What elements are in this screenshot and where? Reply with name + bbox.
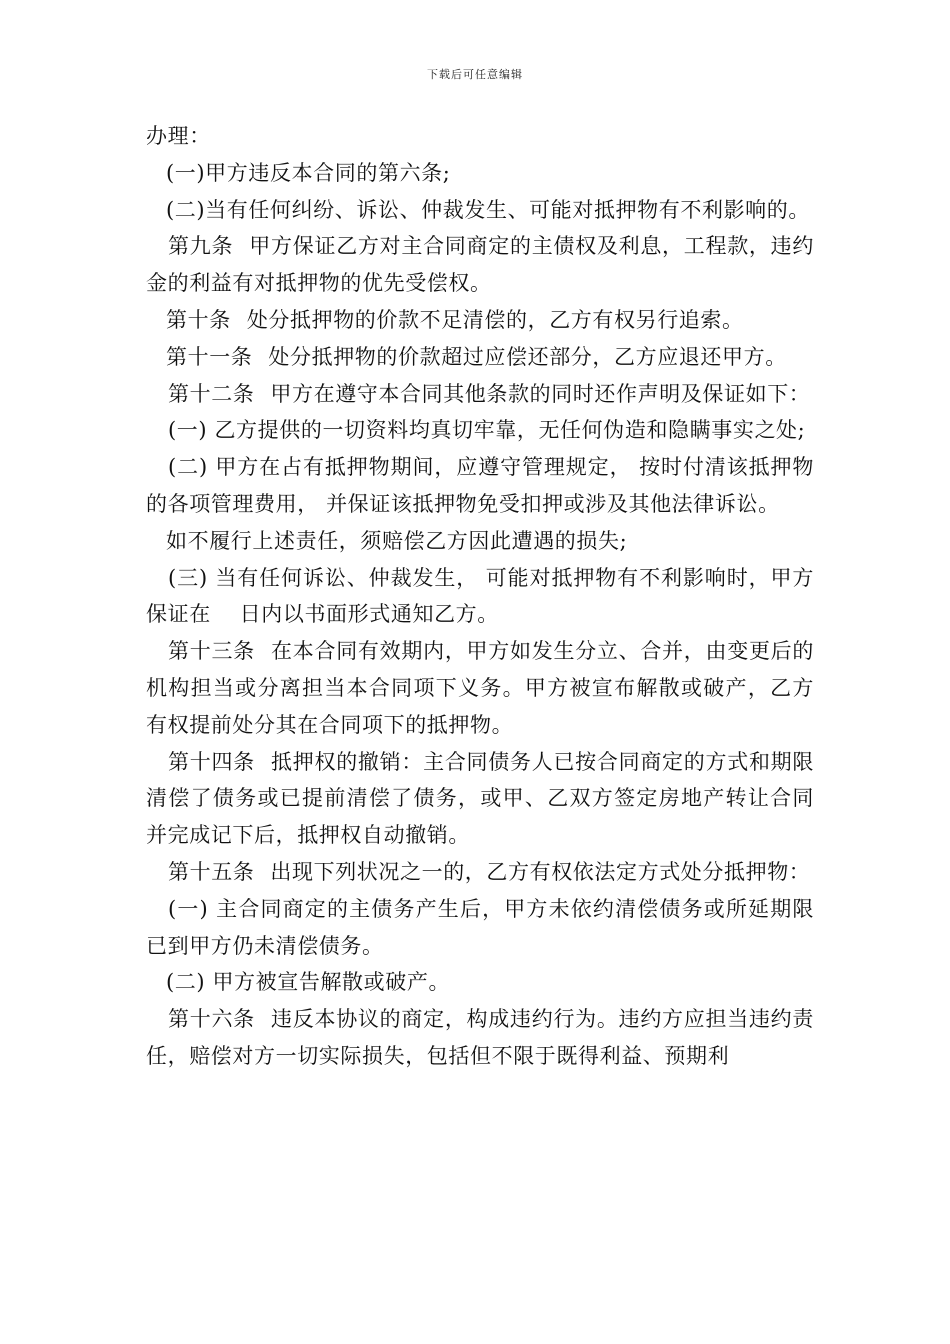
- paragraph-item-2: (二)当有任何纠纷、诉讼、仲裁发生、可能对抵押物有不利影响的。: [166, 197, 810, 222]
- article-heading: 第十二条: [168, 381, 255, 406]
- paragraph-item-1: (一) 主合同商定的主债务产生后，甲方未依约清偿债务或所延期限已到甲方仍未清偿债务。: [146, 896, 814, 958]
- article-15: 第十五条 出现下列状况之一的，乙方有权依法定方式处分抵押物：: [168, 859, 811, 884]
- paragraph-liability: 如不履行上述责任，须赔偿乙方因此遭遇的损失;: [166, 528, 628, 553]
- paragraph-item-2: (二) 甲方在占有抵押物期间，应遵守管理规定， 按时付清该抵押物的各项管理费用， 并保证该抵押物免受扣押或涉及其他法律诉讼。: [146, 455, 814, 516]
- document-body: [146, 118, 814, 1075]
- article-10: 第十条 处分抵押物的价款不足清偿的，乙方有权另行追索。: [166, 307, 744, 332]
- article-heading: 第十一条: [166, 344, 253, 369]
- article-heading: 第十三条: [168, 639, 255, 664]
- article-heading: 第九条: [168, 234, 234, 259]
- page-header: 下载后可任意编辑: [427, 68, 523, 81]
- article-16: 第十六条 违反本协议的商定，构成违约行为。违约方应担当违约责任，赔偿对方一切实际损失，包括但不限于既得利益、预期利: [146, 1007, 815, 1068]
- article-heading: 第十五条: [168, 859, 255, 884]
- article-14: 第十四条 抵押权的撤销：主合同债务人已按合同商定的方式和期限清偿了债务或已提前清偿了债务，或甲、乙双方签定房地产转让合同并完成记下后，抵押权自动撤销。: [146, 749, 815, 848]
- article-heading: 第十六条: [168, 1007, 255, 1032]
- paragraph-continuation: 办理：: [146, 124, 211, 148]
- article-11: 第十一条 处分抵押物的价款超过应偿还部分，乙方应退还甲方。: [166, 344, 787, 369]
- article-12: 第十二条 甲方在遵守本合同其他条款的同时还作声明及保证如下：: [168, 381, 811, 406]
- article-heading: 第十四条: [168, 749, 255, 774]
- paragraph-item-3: (三) 当有任何诉讼、仲裁发生， 可能对抵押物有不利影响时，甲方保证在 日内以书面形式通知乙方。: [146, 565, 814, 627]
- article-13: 第十三条 在本合同有效期内，甲方如发生分立、合并，由变更后的机构担当或分离担当本合同项下义务。甲方被宣布解散或破产，乙方有权提前处分其在合同项下的抵押物。: [146, 639, 815, 737]
- paragraph-item-1: (一) 乙方提供的一切资料均真切牢靠，无任何伪造和隐瞒事实之处;: [168, 418, 806, 443]
- paragraph-item-1: (一)甲方违反本合同的第六条;: [166, 160, 451, 185]
- article-9: 第九条 甲方保证乙方对主合同商定的主债权及利息，工程款，违约金的利益有对抵押物的优先受偿权。: [146, 234, 814, 296]
- paragraph-item-2: (二) 甲方被宣告解散或破产。: [166, 970, 451, 995]
- article-heading: 第十条: [166, 307, 231, 332]
